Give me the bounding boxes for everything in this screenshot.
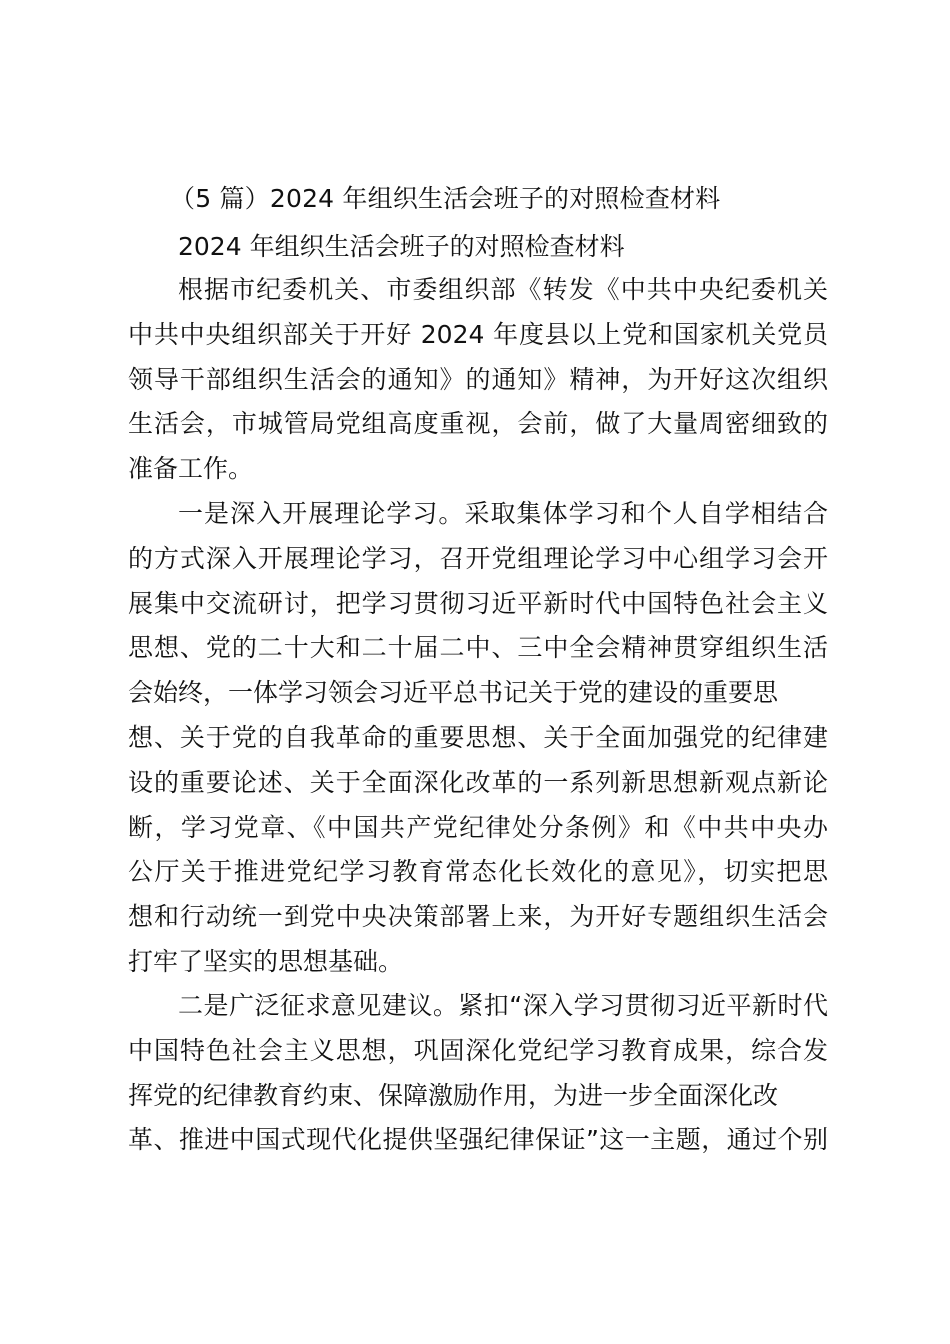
paragraph-line: 公厅关于推进党纪学习教育常态化长效化的意见》，切实把思 (128, 857, 828, 887)
paragraph-line: 革、推进中国式现代化提供坚强纪律保证”这一主题，通过个别 (128, 1125, 828, 1155)
paragraph-line: 打牢了坚实的思想基础。 (128, 946, 404, 976)
paragraph-line: 中共中央组织部关于开好 2024 年度县以上党和国家机关党员 (128, 319, 828, 349)
document-title: （5 篇）2024 年组织生活会班子的对照检查材料 (170, 184, 721, 213)
paragraph-line: 生活会，市城管局党组高度重视，会前，做了大量周密细致的 (128, 409, 828, 439)
paragraph-line: 设的重要论述、关于全面深化改革的一系列新思想新观点新论 (128, 767, 828, 797)
paragraph-line: 想、关于党的自我革命的重要思想、关于全面加强党的纪律建 (128, 722, 828, 752)
paragraph-2 (128, 492, 828, 985)
paragraph-line: 断，学习党章、《中国共产党纪律处分条例》和《中共中央办 (128, 812, 828, 842)
paragraph-1 (128, 268, 828, 492)
paragraph-line: 领导干部组织生活会的通知》的通知》精神，为开好这次组织 (128, 364, 828, 394)
paragraph-line: 准备工作。 (128, 454, 254, 484)
paragraph-line: 想和行动统一到党中央决策部署上来，为开好专题组织生活会 (128, 902, 828, 932)
paragraph-line: 二是广泛征求意见建议。紧扣“深入学习贯彻习近平新时代 (178, 991, 828, 1020)
paragraph-line: 会始终，一体学习领会习近平总书记关于党的建设的重要思 (128, 678, 779, 708)
document-subtitle: 2024 年组织生活会班子的对照检查材料 (178, 232, 625, 261)
paragraph-line: 根据市纪委机关、市委组织部《转发《中共中央纪委机关 (178, 275, 828, 304)
paragraph-line: 一是深入开展理论学习。采取集体学习和个人自学相结合 (178, 499, 828, 528)
paragraph-line: 中国特色社会主义思想，巩固深化党纪学习教育成果，综合发 (128, 1035, 828, 1065)
paragraph-line: 挥党的纪律教育约束、保障激励作用，为进一步全面深化改 (128, 1080, 779, 1110)
paragraph-line: 思想、党的二十大和二十届二中、三中全会精神贯穿组织生活 (128, 633, 828, 663)
paragraph-line: 的方式深入开展理论学习，召开党组理论学习中心组学习会开 (128, 543, 828, 573)
paragraph-line: 展集中交流研讨，把学习贯彻习近平新时代中国特色社会主义 (128, 588, 828, 618)
paragraph-3 (128, 984, 828, 1163)
